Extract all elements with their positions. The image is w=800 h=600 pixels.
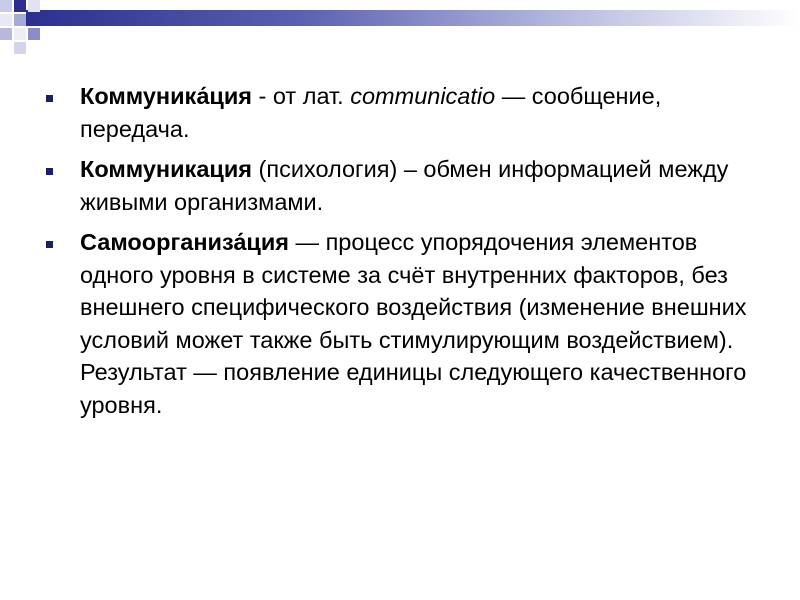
- square-bullet-icon: [46, 95, 53, 102]
- definition-text: (психология) – обмен информацией между живыми организмами.: [80, 156, 729, 215]
- definition-item-communication-psychology: [46, 153, 766, 218]
- definition-item-self-organization: [46, 226, 766, 421]
- square-bullet-icon: [46, 168, 53, 175]
- definition-text: — процесс упорядочения элементов одного уровня в системе за счёт внутренних факторов, без внешнего специфического воздействия (изменение внешних условий может также быть стимулирующим воздействием). Результат — появление единицы следующего качественного уровня.: [80, 229, 747, 418]
- square-bullet-icon: [46, 241, 53, 248]
- decor-square: [14, 28, 26, 40]
- decor-square: [28, 0, 40, 12]
- definition-prefix: - от лат.: [252, 83, 351, 109]
- decor-square: [0, 28, 12, 40]
- definition-text: — сообщение, передача.: [80, 83, 662, 142]
- definition-item-communication-latin: [46, 80, 766, 145]
- decor-square: [28, 28, 40, 40]
- term-label: Самоорганиза́ция: [80, 229, 290, 255]
- term-label: Коммуника́ция: [80, 83, 252, 109]
- decor-square: [14, 42, 26, 54]
- decor-square: [14, 14, 26, 26]
- term-label: Коммуникация: [80, 156, 252, 182]
- latin-word: communicatio: [350, 83, 496, 109]
- slide-content: [46, 80, 766, 429]
- header-decoration: [0, 0, 800, 60]
- decor-square: [0, 0, 12, 12]
- decor-square: [14, 0, 26, 12]
- decor-square: [0, 14, 12, 26]
- definition-list: [46, 80, 766, 421]
- header-gradient-band: [26, 10, 800, 26]
